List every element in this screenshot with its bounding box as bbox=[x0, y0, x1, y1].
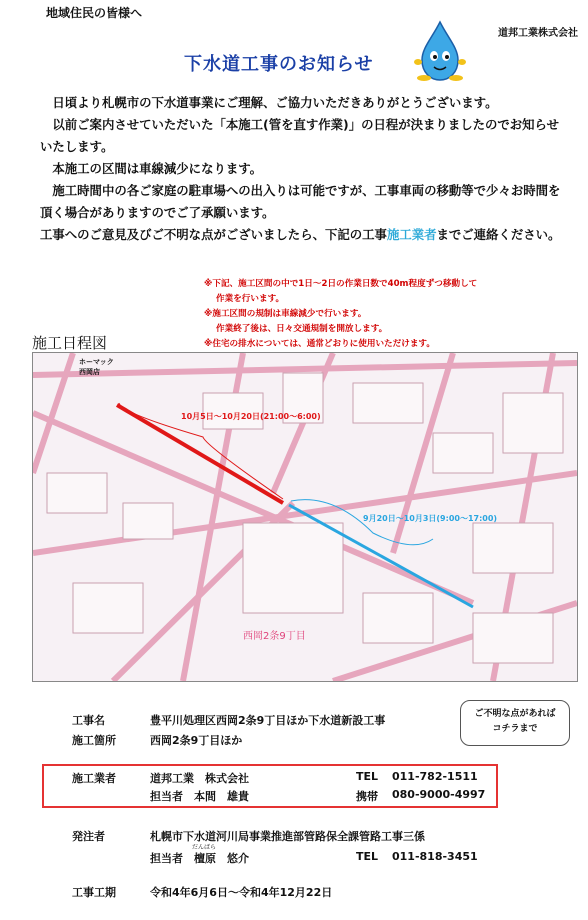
store-label: ホーマック 西岡店 bbox=[79, 358, 114, 376]
project-name-label: 工事名 bbox=[72, 714, 105, 727]
red-schedule-label: 10月5日～10月20日(21:00～6:00) bbox=[181, 412, 321, 421]
orderer-tel-label: TEL bbox=[356, 850, 379, 863]
project-name-value: 豊平川処理区西岡2条9丁目ほか下水道新設工事 bbox=[150, 714, 386, 727]
contact-text-post: までご連絡ください。 bbox=[436, 227, 561, 242]
contractor-manager: 担当者 本間 雄貴 bbox=[150, 790, 249, 803]
area-label: 西岡2条9丁目 bbox=[243, 631, 306, 642]
callout-line2: コチラまで bbox=[492, 724, 538, 734]
orderer-value: 札幌市下水道河川局事業推進部管路保全課管路工事三係 bbox=[150, 830, 425, 843]
paragraph-parking: 施工時間中の各ご家庭の駐車場への出入りは可能ですが、工事車両の移動等で少々お時間を頂く場合がありますのでご了承願います。 bbox=[40, 183, 561, 220]
period-label: 工事工期 bbox=[72, 886, 116, 899]
site-value: 西岡2条9丁目ほか bbox=[150, 734, 243, 747]
contact-callout bbox=[460, 700, 570, 746]
contractor-highlight: 施工業者 bbox=[386, 227, 437, 242]
blue-schedule-label: 9月20日～10月3日(9:00～17:00) bbox=[363, 514, 498, 523]
notes bbox=[204, 277, 477, 352]
note-line: 作業終了後は、日々交通規制を開放します。 bbox=[216, 324, 388, 334]
contractor-tel-label: TEL bbox=[356, 770, 379, 783]
map-section-label: 施工日程図 bbox=[32, 334, 108, 352]
contractor-value: 道邦工業 株式会社 bbox=[150, 772, 249, 785]
page-title: 下水道工事のお知らせ bbox=[184, 54, 374, 75]
callout-line1: ご不明な点があれば bbox=[474, 709, 556, 719]
orderer-label: 発注者 bbox=[72, 830, 105, 843]
construction-map bbox=[32, 352, 578, 682]
note-line: ※下記、施工区間の中で1日～2日の作業日数で40m程度ずつ移動して bbox=[204, 279, 478, 289]
contact-text-pre: 工事へのご意見及びご不明な点がございましたら、下記の工事 bbox=[40, 227, 387, 242]
note-line: ※住宅の排水については、通常どおりに使用いただけます。 bbox=[204, 339, 435, 349]
orderer-manager: 担当者 檀原 悠介 bbox=[150, 852, 249, 865]
orderer-tel-value[interactable]: 011-818-3451 bbox=[392, 850, 478, 863]
orderer-ruby: だんばら bbox=[192, 844, 217, 851]
company-name: 道邦工業株式会社 bbox=[498, 28, 578, 39]
note-line: 作業を行います。 bbox=[216, 294, 285, 304]
contractor-label: 施工業者 bbox=[72, 772, 116, 785]
paragraph-contact bbox=[40, 224, 570, 246]
contractor-tel-value[interactable]: 011-782-1511 bbox=[392, 770, 478, 783]
notice-body bbox=[40, 92, 570, 246]
site-label: 施工箇所 bbox=[72, 734, 116, 747]
water-drop-mascot-icon bbox=[412, 20, 468, 84]
paragraph-schedule: 以前ご案内させていただいた「本施工(管を直す作業)」の日程が決まりましたのでお知らせいたします。 bbox=[40, 117, 559, 154]
note-line: ※施工区間の規制は車線減少で行います。 bbox=[204, 309, 367, 319]
paragraph-lane: 本施工の区間は車線減少になります。 bbox=[52, 161, 263, 176]
paragraph-thanks: 日頃より札幌市の下水道事業にご理解、ご協力いただきありがとうございます。 bbox=[52, 95, 498, 110]
addressee: 地域住民の皆様へ bbox=[46, 6, 143, 20]
mobile-value[interactable]: 080-9000-4997 bbox=[392, 788, 486, 801]
period-value: 令和4年6月6日～令和4年12月22日 bbox=[150, 886, 333, 899]
mobile-label: 携帯 bbox=[356, 790, 378, 803]
